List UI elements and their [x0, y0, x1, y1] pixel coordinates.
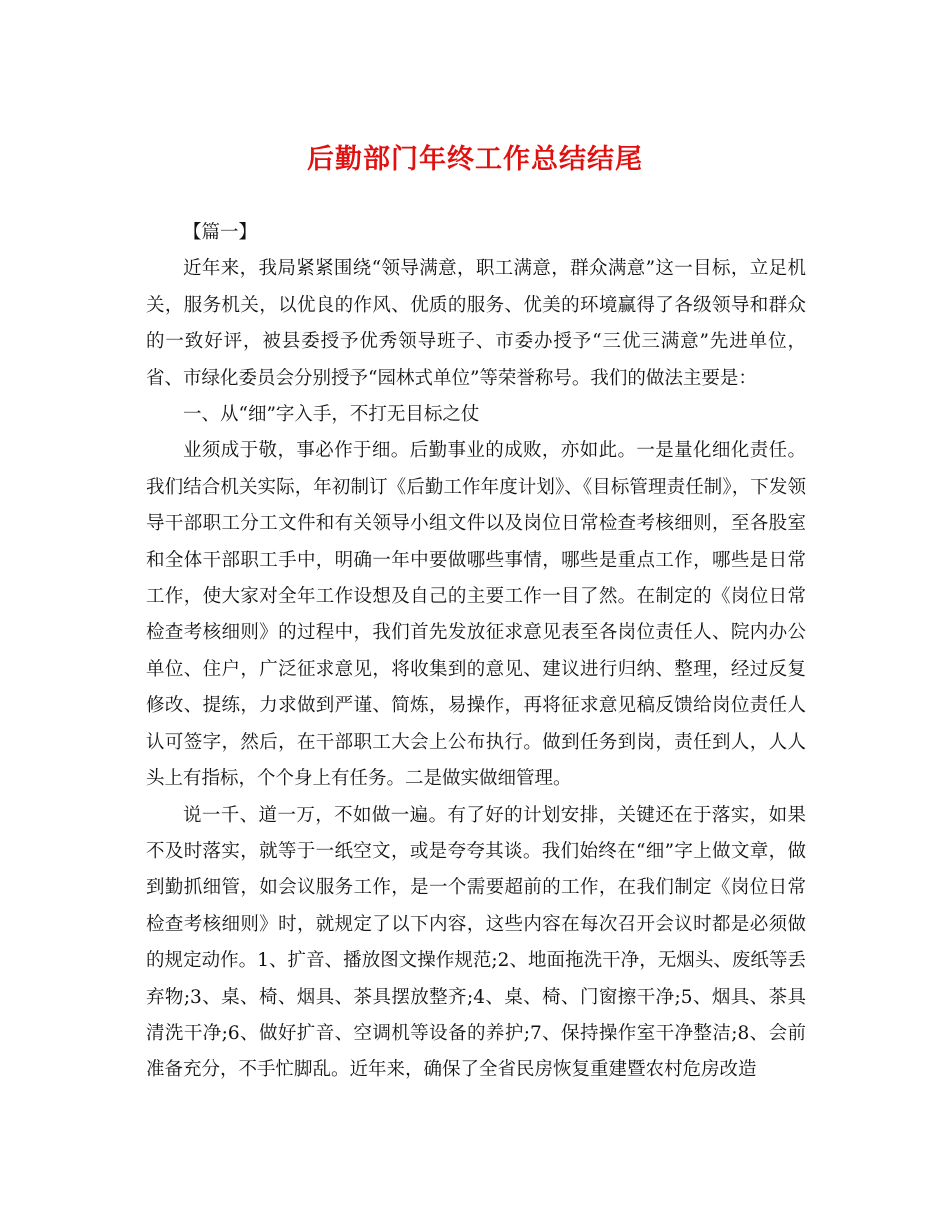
paragraph-body-1: 业须成于敬，事必作于细。后勤事业的成败，亦如此。一是量化细化责任。我们结合机关实际，年初制订《后勤工作年度计划》、《目标管理责任制》，下发领导干部职工分工文件和有关领导小组文件以及岗位日常检查考核细则，至各股室和全体干部职工手中，明确一年中要做哪些事情，哪些是重点工作，哪些是日常工作，使大家对全年工作设想及自己的主要工作一目了然。在制定的《岗位日常检查考核细则》的过程中，我们首先发放征求意见表至各岗位责任人、院内办公单位、住户，广泛征求意见，将收集到的意见、建议进行归纳、整理，经过反复修改、提练，力求做到严谨、简炼，易操作，再将征求意见稿反馈给岗位责任人认可签字，然后，在干部职工大会上公布执行。做到任务到岗，责任到人，人人头上有指标，个个身上有任务。二是做实做细管理。: [146, 440, 806, 790]
document-body: [146, 215, 806, 1089]
paragraph-body-2: 说一千、道一万，不如做一遍。有了好的计划安排，关键还在于落实，如果不及时落实，就等于一纸空文，或是夸夸其谈。我们始终在“细”字上做文章，做到勤抓细管，如会议服务工作，是一个需要超前的工作，在我们制定《岗位日常检查考核细则》时，就规定了以下内容，这些内容在每次召开会议时都是必须做的规定动作。1、扩音、播放图文操作规范;2、地面拖洗干净，无烟头、废纸等丢弃物;3、桌、椅、烟具、茶具摆放整齐;4、桌、椅、门窗擦干净;5、烟具、茶具清洗干净;6、做好扩音、空调机等设备的养护;7、保持操作室干净整洁;8、会前准备充分，不手忙脚乱。近年来，确保了全省民房恢复重建暨农村危房改造: [146, 804, 806, 1081]
section-label: 【篇一】: [183, 222, 258, 243]
document-title: 后勤部门年终工作总结结尾: [307, 144, 643, 175]
paragraph-heading-1: 一、从“细”字入手，不打无目标之仗: [183, 404, 480, 426]
paragraph-intro: 近年来，我局紧紧围绕“领导满意，职工满意，群众满意”这一目标，立足机关，服务机关，以优良的作风、优质的服务、优美的环境赢得了各级领导和群众的一致好评，被县委授予优秀领导班子、市委办授予“三优三满意”先进单位，省、市绿化委员会分别授予“园林式单位”等荣誉称号。我们的做法主要是：: [146, 258, 806, 389]
